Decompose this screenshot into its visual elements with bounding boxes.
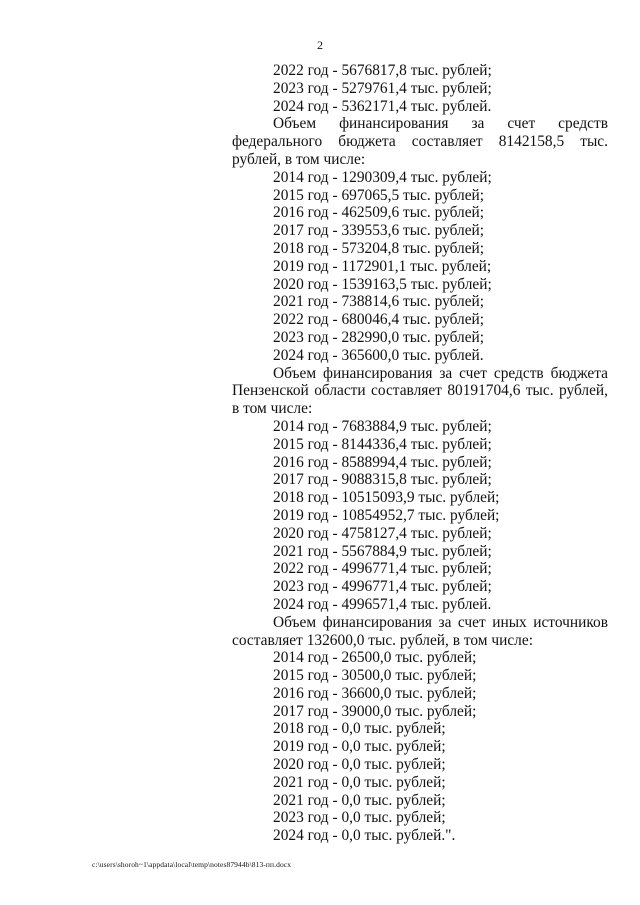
top-year-list [232,62,608,115]
list-item: 2014 год - 1290309,4 тыс. рублей; [273,168,492,186]
list-item: 2016 год - 36600,0 тыс. рублей; [273,684,477,702]
list-item: 2018 год - 10515093,9 тыс. рублей; [273,489,500,507]
list-item: 2017 год - 9088315,8 тыс. рублей; [273,471,492,489]
list-item: 2021 год - 738814,6 тыс. рублей; [273,293,485,311]
list-item: 2023 год - 0,0 тыс. рублей; [273,809,446,827]
list-item: 2019 год - 1172901,1 тыс. рублей; [273,257,492,275]
list-item: 2018 год - 573204,8 тыс. рублей; [273,239,485,257]
other-sources-paragraph: Объем финансирования за счет иных источников составляет 132600,0 тыс. рублей, в том числе: [232,613,608,649]
list-item: 2020 год - 0,0 тыс. рублей; [273,756,446,774]
list-item: 2023 год - 4996771,4 тыс. рублей; [273,578,492,596]
list-item: 2016 год - 462509,6 тыс. рублей; [273,204,485,222]
list-item: 2015 год - 8144336,4 тыс. рублей; [273,435,492,453]
list-item: 2023 год - 282990,0 тыс. рублей; [273,328,485,346]
list-item: 2019 год - 10854952,7 тыс. рублей; [273,506,500,524]
federal-paragraph: Объем финансирования за счет средств федерального бюджета составляет 8142158,5 тыс. рублей, в том числе: [232,115,608,168]
page-number: 2 [317,38,323,52]
list-item: 2020 год - 4758127,4 тыс. рублей; [273,524,492,542]
list-item: 2022 год - 4996771,4 тыс. рублей; [273,560,492,578]
list-item: 2022 год - 680046,4 тыс. рублей; [273,311,485,329]
list-item: 2024 год - 365600,0 тыс. рублей. [273,346,484,364]
file-path-footer: c:\users\shoroh~1\appdata\local\temp\notes87944b\813-пп.docx [92,860,292,869]
list-item: 2019 год - 0,0 тыс. рублей; [273,738,446,756]
list-item: 2018 год - 0,0 тыс. рублей; [273,720,446,738]
list-item: 2014 год - 7683884,9 тыс. рублей; [273,417,492,435]
list-item: 2022 год - 5676817,8 тыс. рублей; [273,62,492,79]
list-item: 2024 год - 4996571,4 тыс. рублей. [273,595,492,613]
regional-paragraph: Объем финансирования за счет средств бюджета Пензенской области составляет 80191704,6 тыс. рублей, в том числе: [232,364,608,418]
list-item: 2017 год - 339553,6 тыс. рублей; [273,222,485,240]
list-item: 2023 год - 5279761,4 тыс. рублей; [273,79,492,97]
list-item: 2024 год - 5362171,4 тыс. рублей. [273,97,492,115]
list-item: 2016 год - 8588994,4 тыс. рублей; [273,453,492,471]
federal-year-list [232,169,608,365]
list-item: 2020 год - 1539163,5 тыс. рублей; [273,275,492,293]
list-item: 2021 год - 0,0 тыс. рублей; [273,791,446,809]
document-body [232,62,608,845]
other-sources-year-list [232,649,608,845]
regional-year-list [232,418,608,614]
list-item: 2015 год - 697065,5 тыс. рублей; [273,186,485,204]
list-item: 2017 год - 39000,0 тыс. рублей; [273,702,477,720]
list-item: 2021 год - 0,0 тыс. рублей; [273,773,446,791]
list-item: 2021 год - 5567884,9 тыс. рублей; [273,542,492,560]
list-item: 2024 год - 0,0 тыс. рублей.". [273,827,456,845]
list-item: 2015 год - 30500,0 тыс. рублей; [273,667,477,685]
list-item: 2014 год - 26500,0 тыс. рублей; [273,649,477,667]
